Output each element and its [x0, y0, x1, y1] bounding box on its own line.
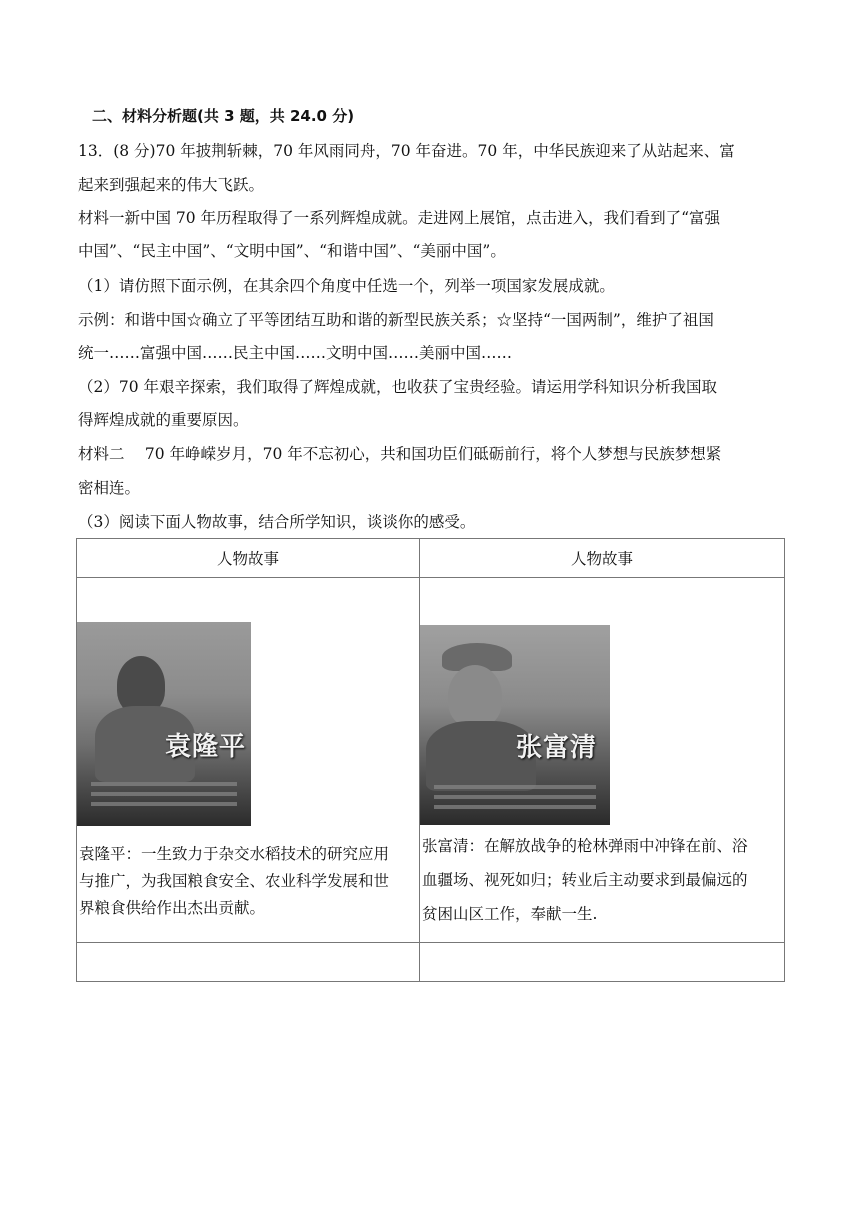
question-line-4: 中国”、“民主中国”、“文明中国”、“和谐中国”、“美丽中国”。 [78, 242, 506, 260]
question-line-7: 统一……富强中国……民主中国……文明中国……美丽中国…… [78, 344, 513, 362]
yuan-desc-line-3: 界粮食供给作出杰出贡献。 [79, 899, 266, 917]
zhang-desc-line-1: 张富清：在解放战争的枪林弹雨中冲锋在前、浴 [422, 837, 748, 855]
question-line-2: 起来到强起来的伟大飞跃。 [78, 176, 265, 194]
question-line-12: （3）阅读下面人物故事，结合所学知识，谈谈你的感受。 [78, 513, 476, 531]
question-line-11: 密相连。 [78, 479, 141, 497]
empty-cell-right [420, 943, 785, 982]
zhang-photo-name: 张富清 [516, 733, 598, 763]
yuan-longping-photo [77, 622, 251, 826]
story-cell-yuan [77, 578, 420, 943]
story-table [76, 538, 785, 982]
question-line-9: 得辉煌成就的重要原因。 [78, 411, 249, 429]
question-line-10: 材料二 70 年峥嵘岁月，70 年不忘初心，共和国功臣们砥砺前行，将个人梦想与民族梦想紧 [78, 445, 722, 463]
empty-cell-left [77, 943, 420, 982]
table-header-left: 人物故事 [77, 539, 420, 578]
story-cell-zhang [420, 578, 785, 943]
question-line-1: 13．(8 分)70 年披荆斩棘，70 年风雨同舟，70 年奋进。70 年，中华民族迎来了从站起来、富 [78, 142, 735, 160]
zhang-desc-line-2: 血疆场、视死如归；转业后主动要求到最偏远的 [422, 871, 748, 889]
zhang-fuqing-photo [420, 625, 610, 825]
question-line-8: （2）70 年艰辛探索，我们取得了辉煌成就，也收获了宝贵经验。请运用学科知识分析我国取 [78, 378, 718, 396]
section-title: 二、材料分析题(共 3 题，共 24.0 分) [92, 107, 355, 125]
zhang-desc-line-3: 贫困山区工作，奉献一生. [422, 905, 598, 923]
question-line-3: 材料一新中国 70 年历程取得了一系列辉煌成就。走进网上展馆，点击进入，我们看到了“富强 [78, 209, 721, 227]
question-line-6: 示例：和谐中国☆确立了平等团结互助和谐的新型民族关系；☆坚持“一国两制”，维护了祖国 [78, 311, 714, 329]
table-header-right: 人物故事 [420, 539, 785, 578]
question-line-5: （1）请仿照下面示例，在其余四个角度中任选一个，列举一项国家发展成就。 [78, 277, 615, 295]
yuan-desc-line-1: 袁隆平：一生致力于杂交水稻技术的研究应用 [79, 845, 390, 863]
yuan-desc-line-2: 与推广，为我国粮食安全、农业科学发展和世 [79, 872, 390, 890]
yuan-photo-name: 袁隆平 [165, 732, 247, 762]
